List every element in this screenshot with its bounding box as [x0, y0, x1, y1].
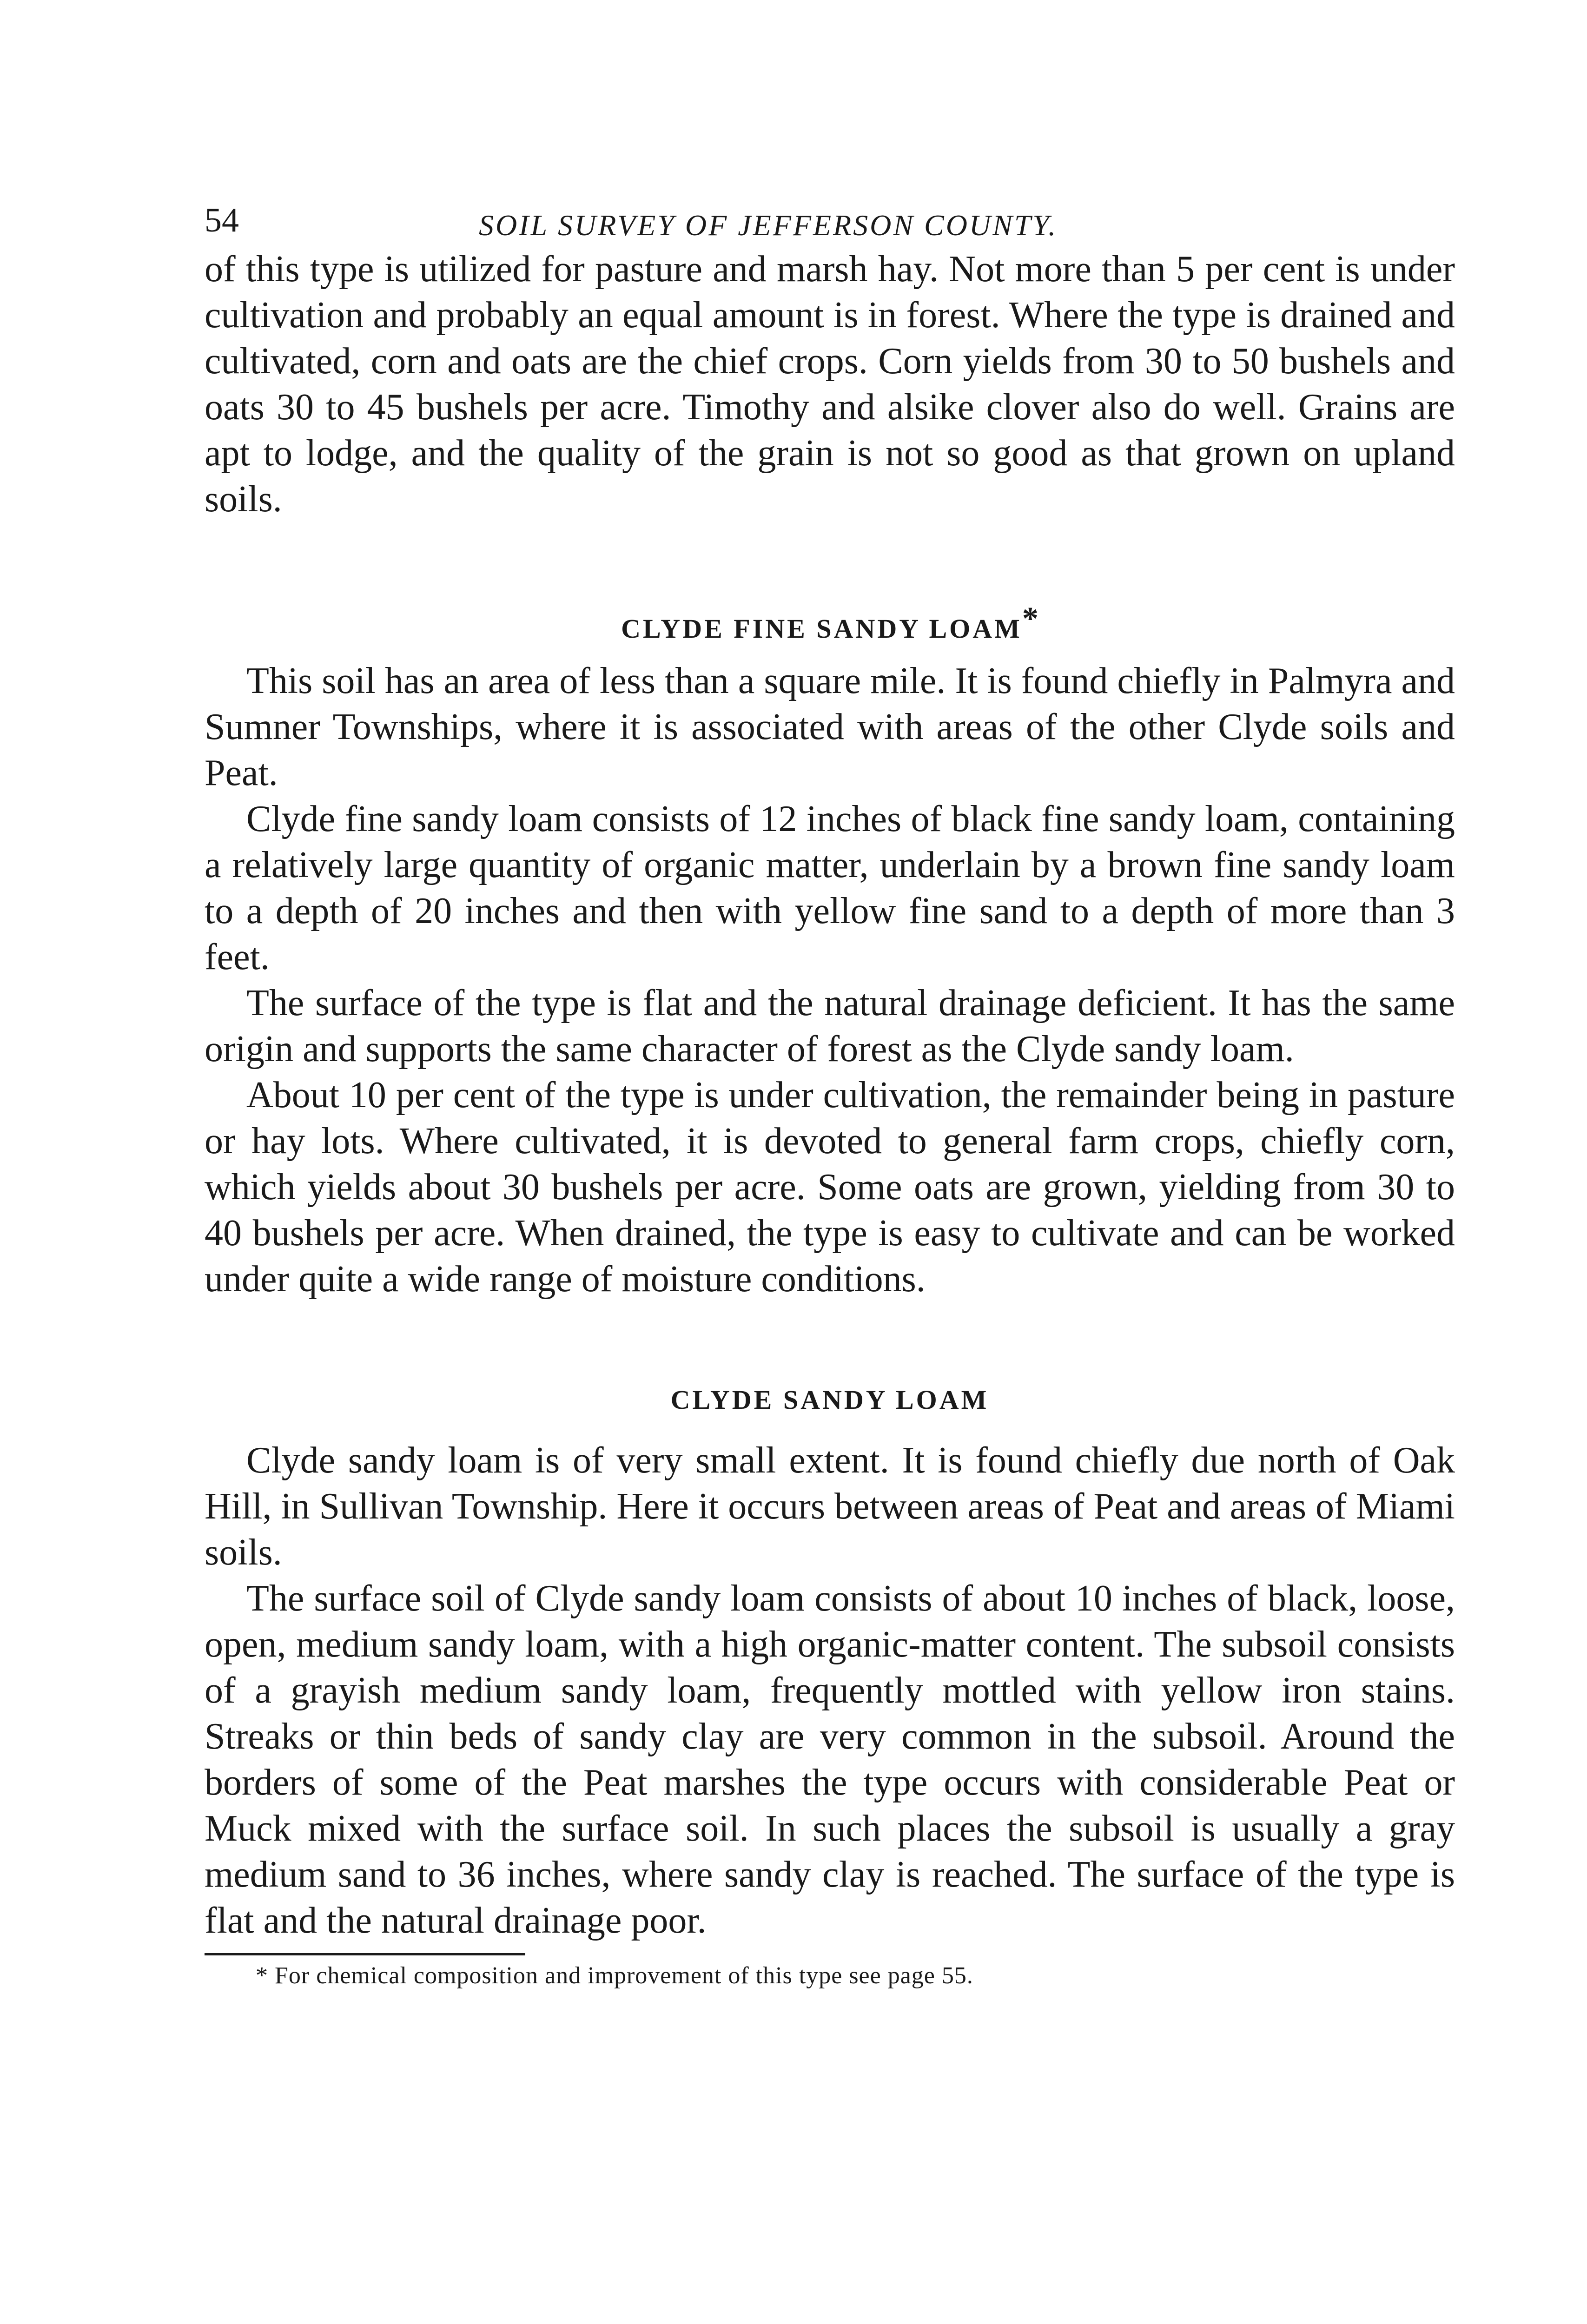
- body-paragraph: The surface soil of Clyde sandy loam consists of about 10 inches of black, loose, open, medium sandy loam, with a high organic-matter content. The subsoil consists of a grayish medium sandy loam, frequently mottled with yellow iron stains. Streaks or thin beds of sandy clay are very common in the subsoil. Around the borders of some of the Peat marshes the type occurs with considerable Peat or Muck mixed with the surface soil. In such places the subsoil is usually a gray medium sand to 36 inches, where sandy clay is reached. The surface of the type is flat and the natural drainage poor.: [205, 1578, 1455, 1941]
- body-paragraph: The surface of the type is flat and the natural drainage deficient. It has the same origin and supports the same character of forest as the Clyde sandy loam.: [205, 983, 1455, 1070]
- footnote-divider: [205, 1953, 525, 1955]
- document-page: [205, 195, 1455, 1993]
- body-paragraph: About 10 per cent of the type is under cultivation, the remainder being in pasture or hay lots. Where cultivated, it is devoted to general farm crops, chiefly corn, which yields about 30 bushels per acre. Some oats are grown, yielding from 30 to 40 bushels per acre. When drained, the type is easy to cultivate and can be worked under quite a wide range of moisture conditions.: [205, 1075, 1455, 1300]
- page-number: 54: [205, 201, 239, 239]
- section-heading-clyde-sandy-loam: CLYDE SANDY LOAM: [670, 1385, 989, 1415]
- section-heading-clyde-fine-sandy-loam: [205, 601, 1455, 644]
- footnote-marker: *: [1022, 601, 1038, 637]
- body-paragraph: This soil has an area of less than a square mile. It is found chiefly in Palmyra and Sumner Townships, where it is associated with areas of the other Clyde soils and Peat.: [205, 660, 1455, 793]
- footnote: * For chemical composition and improvement of this type see page 55.: [256, 1962, 973, 1989]
- running-title: SOIL SURVEY OF JEFFERSON COUNTY.: [479, 209, 1058, 242]
- section-heading-text: CLYDE FINE SANDY LOAM: [621, 614, 1022, 644]
- intro-paragraph: of this type is utilized for pasture and marsh hay. Not more than 5 per cent is under cultivation and probably an equal amount is in forest. Where the type is drained and cultivated, corn and oats are the chief crops. Corn yields from 30 to 50 bushels and oats 30 to 45 bushels per acre. Timothy and alsike clover also do well. Grains are apt to lodge, and the quality of the grain is not so good as that grown on upland soils.: [205, 249, 1455, 520]
- body-paragraph: Clyde fine sandy loam consists of 12 inches of black fine sandy loam, containing a relatively large quantity of organic matter, underlain by a brown fine sandy loam to a depth of 20 inches and then with yellow fine sand to a depth of more than 3 feet.: [205, 799, 1455, 977]
- body-paragraph: Clyde sandy loam is of very small extent. It is found chiefly due north of Oak Hill, in Sullivan Township. Here it occurs between areas of Peat and areas of Miami soils.: [205, 1440, 1455, 1573]
- running-header: [205, 195, 1455, 246]
